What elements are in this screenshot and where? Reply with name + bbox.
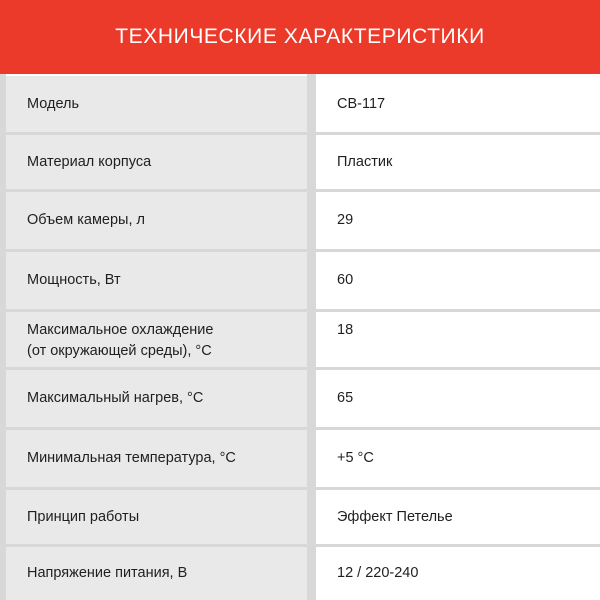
spec-row [0, 252, 600, 309]
spec-row [0, 490, 600, 544]
spec-label: Мощность, Вт [6, 252, 307, 309]
spec-row [0, 370, 600, 427]
spec-label: Максимальный нагрев, °C [6, 370, 307, 427]
spec-label: Максимальное охлаждение (от окружающей среды), °C [6, 312, 307, 367]
spec-row [0, 76, 600, 132]
spec-label: Напряжение питания, В [6, 547, 307, 600]
spec-label: Объем камеры, л [6, 192, 307, 249]
spec-value: 65 [316, 370, 600, 427]
page-title: ТЕХНИЧЕСКИЕ ХАРАКТЕРИСТИКИ [115, 25, 485, 48]
spec-value: Эффект Петелье [316, 490, 600, 544]
spec-label: Материал корпуса [6, 135, 307, 189]
spec-row [0, 135, 600, 189]
spec-value: Пластик [316, 135, 600, 189]
spec-row [0, 547, 600, 600]
spec-row [0, 192, 600, 249]
spec-value: 60 [316, 252, 600, 309]
spec-value: 18 [316, 312, 600, 367]
spec-label: Принцип работы [6, 490, 307, 544]
spec-value: +5 °C [316, 430, 600, 487]
spec-header [0, 0, 600, 74]
spec-value: 29 [316, 192, 600, 249]
spec-label: Модель [6, 76, 307, 132]
spec-table [0, 74, 600, 600]
spec-value: 12 / 220-240 [316, 547, 600, 600]
spec-row [0, 312, 600, 367]
spec-label: Минимальная температура, °C [6, 430, 307, 487]
spec-value: CB-117 [316, 76, 600, 132]
spec-row [0, 430, 600, 487]
